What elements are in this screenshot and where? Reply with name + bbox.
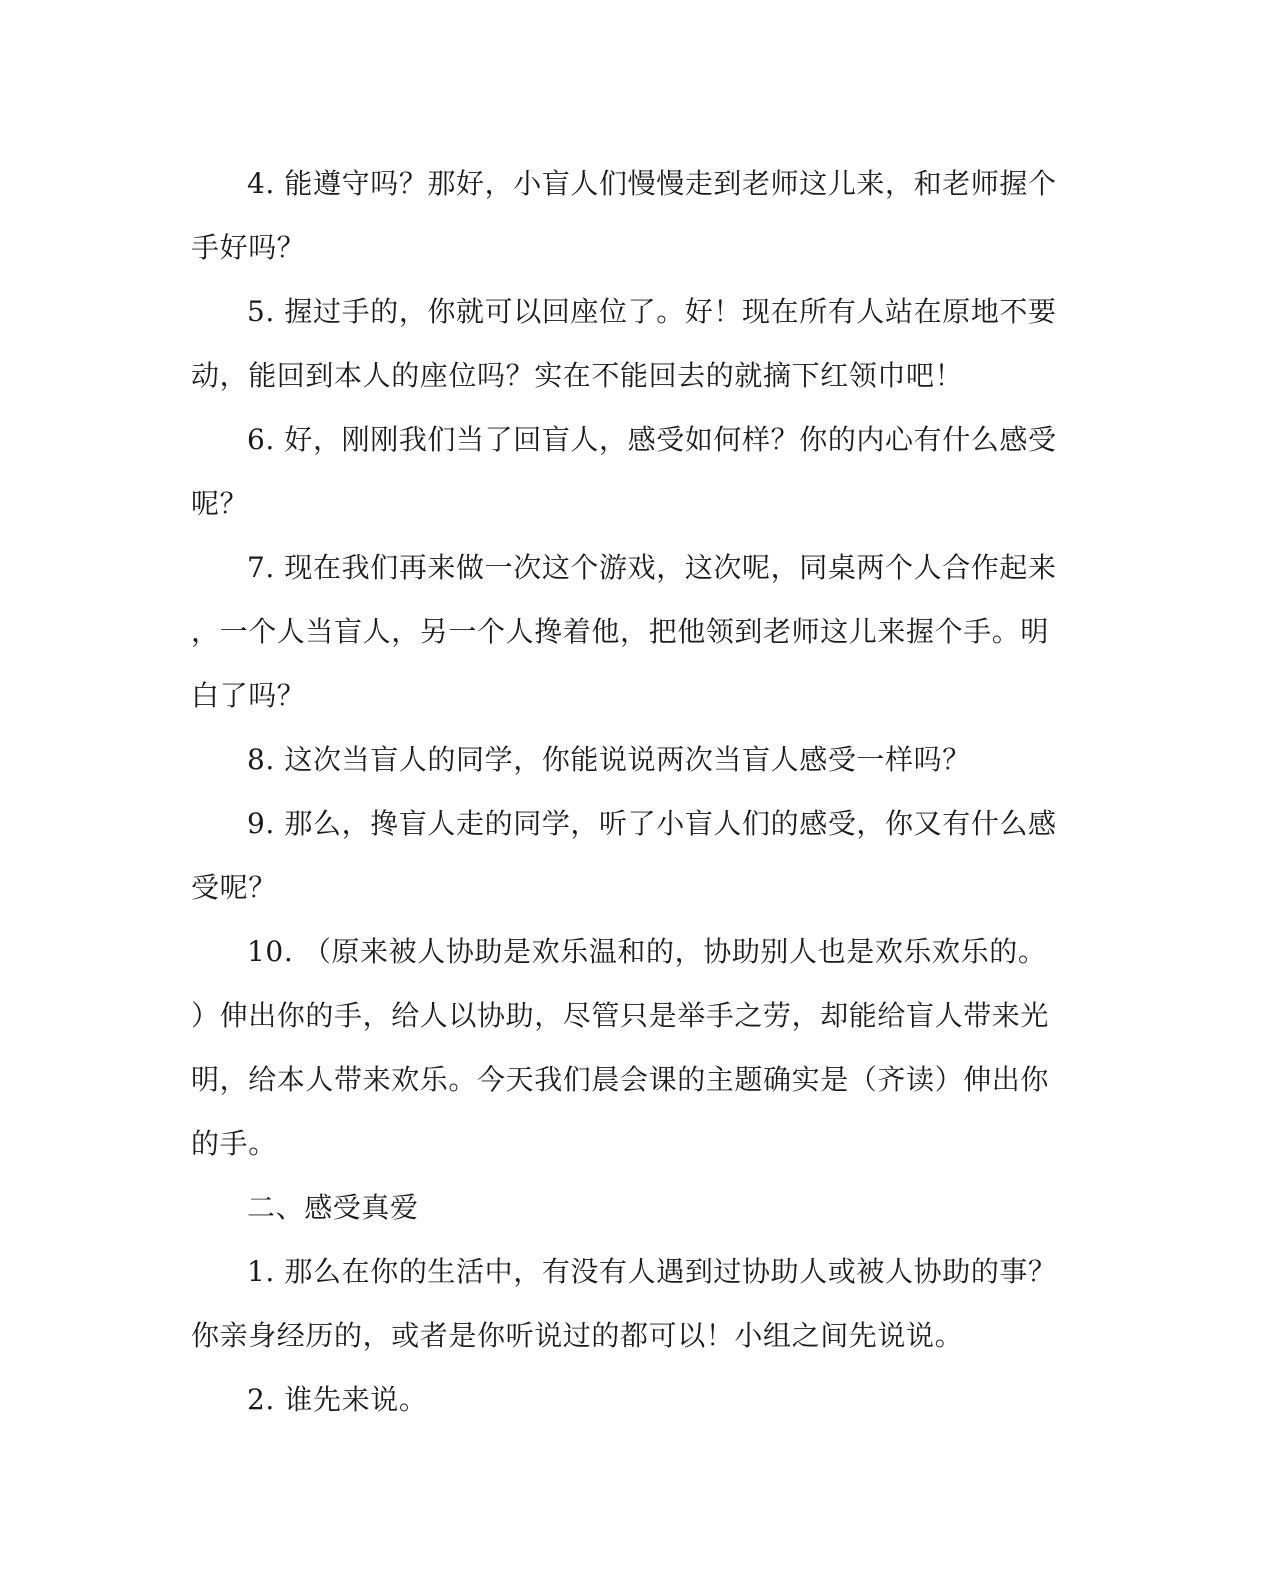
text-line: 5. 握过手的，你就可以回座位了。好！现在所有人站在原地不要 (247, 295, 1057, 328)
text-line: 呢？ (191, 487, 249, 520)
text-line: 明，给本人带来欢乐。今天我们晨会课的主题确实是（齐读）伸出你 (191, 1063, 1050, 1096)
text-line: 的手。 (191, 1127, 277, 1160)
text-line: 动，能回到本人的座位吗？实在不能回去的就摘下红领巾吧！ (191, 359, 964, 392)
text-line: ）伸出你的手，给人以协助，尽管只是举手之劳，却能给盲人带来光 (191, 999, 1050, 1032)
text-line: 手好吗？ (191, 231, 306, 264)
text-line: 2. 谁先来说。 (247, 1383, 428, 1416)
text-line: 10. （原来被人协助是欢乐温和的，协助别人也是欢乐欢乐的。 (247, 935, 1047, 968)
text-line: 你亲身经历的，或者是你听说过的都可以！小组之间先说说。 (191, 1319, 964, 1352)
text-line: 白了吗？ (191, 679, 306, 712)
text-line: ，一个人当盲人，另一个人搀着他，把他领到老师这儿来握个手。明 (191, 615, 1050, 648)
text-line: 4. 能遵守吗？那好，小盲人们慢慢走到老师这儿来，和老师握个 (247, 167, 1057, 200)
text-line: 8. 这次当盲人的同学，你能说说两次当盲人感受一样吗？ (247, 743, 971, 776)
text-line: 受呢？ (191, 871, 277, 904)
text-line: 7. 现在我们再来做一次这个游戏，这次呢，同桌两个人合作起来 (247, 551, 1057, 584)
text-line: 9. 那么，搀盲人走的同学，听了小盲人们的感受，你又有什么感 (247, 807, 1057, 840)
section-heading: 二、感受真爱 (247, 1191, 419, 1224)
text-line: 6. 好，刚刚我们当了回盲人，感受如何样？你的内心有什么感受 (247, 423, 1057, 456)
text-line: 1. 那么在你的生活中，有没有人遇到过协助人或被人协助的事？ (247, 1255, 1057, 1288)
